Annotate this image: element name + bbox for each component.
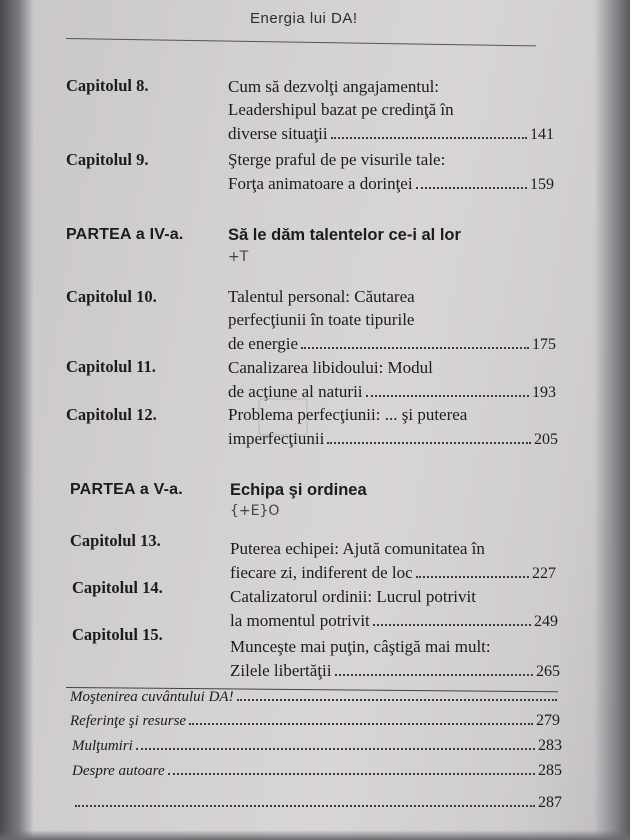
header-rule: [66, 38, 536, 46]
toc-entry-line: [228, 334, 556, 354]
dot-leader: [301, 347, 529, 349]
page-number: 227: [532, 565, 556, 582]
chapter-label: Capitolul 8.: [66, 76, 149, 95]
chapter-title-line: Leadershipul bazat pe credinţă în: [228, 100, 454, 119]
page-number: 283: [538, 737, 562, 754]
part-formula: +T: [228, 249, 249, 265]
part-title: Să le dăm talentelor ce-i al lor: [228, 226, 461, 244]
chapter-label: Capitolul 13.: [70, 531, 161, 550]
back-matter-title: Moştenirea cuvântului DA!: [70, 689, 234, 705]
page-bottom-shadow: [0, 830, 630, 840]
chapter-label: Capitolul 12.: [66, 405, 157, 424]
back-matter-entry: [70, 712, 560, 730]
page-number: 193: [532, 384, 556, 401]
chapter-label: Capitolul 10.: [66, 287, 157, 306]
back-matter-title: Mulţumiri: [72, 738, 133, 754]
part-formula: {+E}O: [230, 503, 280, 519]
page-number: 265: [536, 663, 560, 680]
chapter-title-line: perfecţiunii în toate tipurile: [228, 310, 415, 329]
toc-entry-line: [228, 429, 558, 449]
dot-leader: [366, 395, 529, 397]
chapter-title-line: imperfecţiunii: [228, 429, 325, 448]
page-edge-shadow: [594, 0, 630, 840]
toc-entry-line: [228, 124, 554, 144]
dot-leader: [75, 805, 535, 807]
back-matter-entry: [70, 689, 560, 706]
toc-entry-line: [228, 174, 554, 194]
dot-leader: [373, 624, 531, 626]
toc-entry-line: [230, 661, 560, 681]
chapter-title-line: Catalizatorul ordinii: Lucrul potrivit: [230, 587, 476, 606]
chapter-title-line: Puterea echipei: Ajută comunitatea în: [230, 539, 485, 558]
toc-entry-line: [230, 611, 558, 631]
chapter-label: Capitolul 15.: [72, 625, 163, 644]
dot-leader: [168, 773, 535, 775]
page-number: 205: [534, 431, 558, 448]
page-number: 141: [530, 126, 554, 143]
running-header: Energia lui DA!: [250, 10, 358, 27]
dot-leader: [416, 187, 527, 189]
dot-leader: [327, 442, 531, 444]
chapter-label: Capitolul 14.: [72, 578, 163, 597]
page-number: 287: [538, 794, 562, 811]
chapter-title-line: Şterge praful de pe visurile tale:: [228, 150, 446, 169]
chapter-title-line: Zilele libertăţii: [230, 661, 332, 680]
chapter-title-line: la momentul potrivit: [230, 611, 370, 630]
dot-leader: [136, 748, 535, 750]
page-number: 159: [530, 176, 554, 193]
back-matter-title: Referinţe şi resurse: [70, 713, 187, 729]
part-title: Echipa şi ordinea: [230, 481, 367, 499]
page-number: 175: [532, 336, 556, 353]
chapter-label: Capitolul 11.: [66, 357, 156, 376]
chapter-title-line: de energie: [228, 334, 299, 353]
part-label: PARTEA a IV-a.: [66, 226, 184, 243]
back-matter-entry: [72, 737, 562, 755]
page-number: 279: [536, 712, 560, 729]
dot-leader: [189, 723, 533, 725]
page-number: 285: [538, 762, 562, 779]
page-gutter-shadow: [0, 0, 34, 840]
back-matter-entry: [72, 762, 562, 780]
dot-leader: [335, 674, 534, 676]
part-label: PARTEA a V-a.: [70, 481, 183, 498]
back-matter-entry: [72, 794, 562, 812]
toc-entry-line: [230, 563, 556, 583]
chapter-title-line: Talentul personal: Căutarea: [228, 287, 415, 306]
dot-leader: [331, 137, 527, 139]
chapter-title-line: Cum să dezvolţi angajamentul:: [228, 77, 440, 96]
chapter-label: Capitolul 9.: [66, 150, 149, 169]
chapter-title-line: Canalizarea libidoului: Modul: [228, 358, 433, 377]
chapter-title-line: diverse situaţii: [228, 124, 328, 143]
chapter-title-line: Forţa animatoare a dorinţei: [228, 174, 413, 193]
chapter-title-line: de acţiune al naturii: [228, 382, 363, 401]
page-number: 249: [534, 613, 558, 630]
dot-leader: [237, 699, 557, 701]
chapter-title-line: Problema perfecţiunii: ... şi puterea: [228, 405, 468, 424]
chapter-title-line: fiecare zi, indiferent de loc: [230, 563, 413, 582]
dot-leader: [416, 576, 529, 578]
back-matter-title: Despre autoare: [72, 763, 165, 779]
chapter-title-line: Munceşte mai puţin, câştigă mai mult:: [230, 637, 491, 656]
